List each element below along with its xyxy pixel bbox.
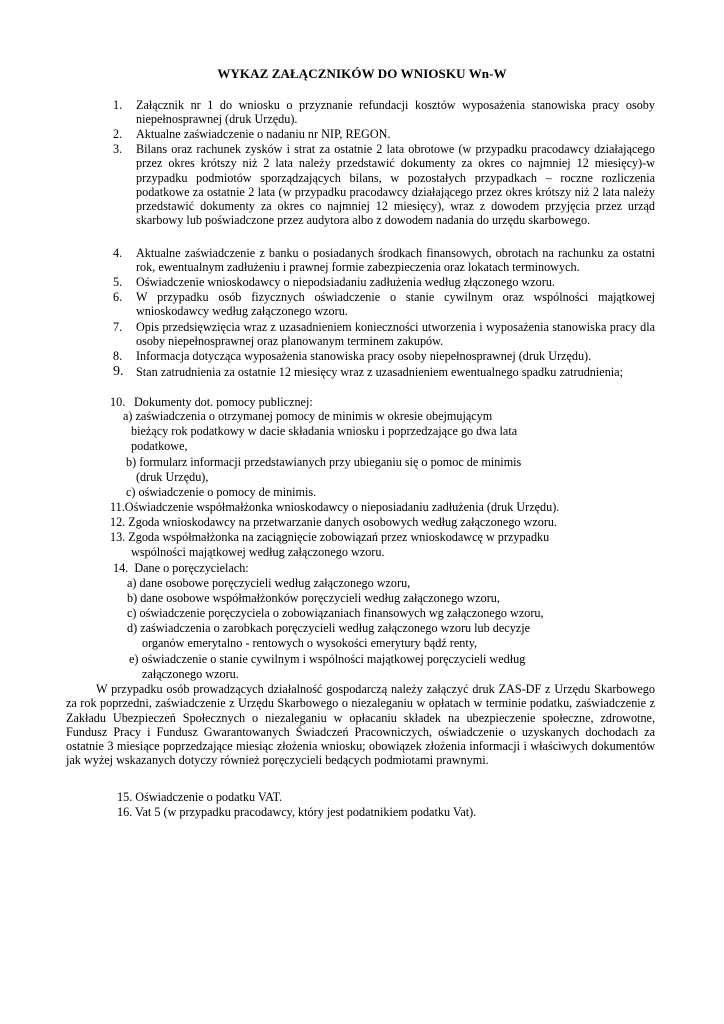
item-text: Opis przedsięwzięcia wraz z uzasadnieniem konieczności utworzenia i wyposażenia stanowiska pracy dla osoby niepełnosprawnej oraz planowanym terminem zakupów. bbox=[136, 320, 655, 349]
item-number: 14. bbox=[113, 561, 129, 575]
sub-item-text: organów emerytalno - rentowych o wysokości emerytury bądź renty, bbox=[142, 636, 478, 650]
list-item bbox=[110, 500, 559, 514]
item-number: 13. bbox=[110, 530, 126, 544]
item-text: Oświadczenie współmałżonka wnioskodawcy o nieposiadaniu zadłużenia (druk Urzędu). bbox=[124, 500, 560, 514]
sub-item-text: bieżący rok podatkowy w dacie składania wniosku i poprzedzające go dwa lata bbox=[131, 424, 518, 438]
list-item bbox=[113, 365, 655, 379]
item-text: wspólności majątkowej według załączonego wzoru. bbox=[131, 545, 385, 559]
item-text: Dane o poręczycielach: bbox=[134, 561, 249, 575]
list-item bbox=[113, 275, 655, 289]
sub-item-text: c) oświadczenie poręczyciela o zobowiązaniach finansowych wg załączonego wzoru, bbox=[127, 606, 544, 620]
item-text: Informacja dotycząca wyposażenia stanowiska pracy osoby niepełnosprawnej (druk Urzędu). bbox=[136, 349, 592, 363]
item-number: 3. bbox=[113, 142, 123, 156]
item-number: 2. bbox=[113, 127, 123, 141]
list-item bbox=[113, 142, 655, 228]
list-item bbox=[113, 349, 655, 363]
list-item bbox=[110, 395, 652, 409]
sub-item-text: (druk Urzędu), bbox=[136, 470, 209, 484]
list-item: 15. Oświadczenie o podatku VAT. bbox=[117, 790, 283, 804]
paragraph-text: W przypadku osób prowadzących działalność gospodarczą należy załączyć druk ZAS-DF z Urzędu Skarbowego za rok poprzedni, zaświadczenie z Urzędu Skarbowego o niezaleganiu w opłatach w terminie podatku, zaświadczenie z Zakładu Ubezpieczeń Społecznych o niezaleganiu w opłacaniu składek na ubezpieczenie społeczne, zdrowotne, Fundusz Pracy i Fundusz Gwarantowanych Świadczeń Pracowniczych, oświadczenie o uzyskanych dochodach za ostatnie 3 miesiące poprzedzające miesiąc złożenia wniosku; obowiązek złożenia informacji i właściwych dokumentów jak wyżej wskazanych dotyczy również poręczycieli bedących podmiotami prawnymi. bbox=[66, 682, 655, 768]
item-number: 7. bbox=[113, 320, 123, 334]
item-text: Stan zatrudnienia za ostatnie 12 miesięcy wraz z uzasadnieniem ewentualnego spadku zatrudnienia; bbox=[136, 365, 623, 379]
item-text: Aktualne zaświadczenie z banku o posiadanych środkach finansowych, obrotach na rachunku za ostatni rok, ewentualnym zadłużeniu i prawnej formie zabezpieczenia oraz lokatach terminowych. bbox=[136, 246, 655, 275]
sub-item-text: d) zaświadczenia o zarobkach poręczycieli według załączonego wzoru lub decyzje bbox=[127, 621, 530, 635]
item-text: Dokumenty dot. pomocy publicznej: bbox=[134, 395, 313, 409]
item-text: W przypadku osób fizycznych oświadczenie o stanie cywilnym oraz wspólności majątkowej wnioskodawcy według załączonego wzoru. bbox=[136, 290, 655, 319]
item-number: 6. bbox=[113, 290, 123, 304]
item-text: Oświadczenie wnioskodawcy o niepodsiadaniu zadłużenia według złączonego wzoru. bbox=[136, 275, 555, 289]
list-item bbox=[110, 515, 557, 529]
list-item bbox=[113, 561, 249, 575]
item-number: 4. bbox=[113, 246, 123, 260]
sub-item-text: podatkowe, bbox=[131, 439, 188, 453]
list-item bbox=[113, 127, 655, 141]
item-number: 10. bbox=[110, 395, 126, 409]
list-item bbox=[113, 98, 655, 127]
list-item bbox=[110, 530, 549, 544]
sub-item-text: załączonego wzoru. bbox=[142, 667, 239, 681]
item-text: Zgoda współmałżonka na zaciągnięcie zobowiązań przez wnioskodawcę w przypadku bbox=[128, 530, 550, 544]
sub-item-text: a) dane osobowe poręczycieli według załączonego wzoru, bbox=[127, 576, 411, 590]
sub-item-text: e) oświadczenie o stanie cywilnym i wspólności majątkowej poręczycieli według bbox=[129, 652, 526, 666]
item-text: Bilans oraz rachunek zysków i strat za ostatnie 2 lata obrotowe (w przypadku pracodawcy działającego przez okres krótszy niż 2 lata należy przedstawić dokumenty za okres co najmniej 12 miesięcy)-w przypadku podmiotów sporządzających bilans, w pozostałych przypadkach – roczne rozliczenia podatkowe za ostatnie 2 lata (w przypadku pracodawcy działającego przez okres krótszy niż 2 lata należy przedstawić dokumenty za okres co najmniej 12 miesięcy), wraz z dowodem przyjęcia przez urząd skarbowy lub poświadczone przez audytora albo z dowodem nadania do urzędu skarbowego. bbox=[136, 142, 655, 228]
item-number: 11. bbox=[110, 500, 125, 514]
document-title: WYKAZ ZAŁĄCZNIKÓW DO WNIOSKU Wn-W bbox=[217, 66, 507, 81]
item-number: 5. bbox=[113, 275, 123, 289]
item-number: 12. bbox=[110, 515, 126, 529]
sub-item-text: c) oświadczenie o pomocy de minimis. bbox=[126, 485, 317, 499]
sub-item-text: b) dane osobowe współmałżonków poręczycieli według załączonego wzoru, bbox=[127, 591, 500, 605]
item-number: 8. bbox=[113, 349, 123, 363]
item-number: 9. bbox=[113, 364, 124, 379]
list-item: 16. Vat 5 (w przypadku pracodawcy, który jest podatnikiem podatku Vat). bbox=[117, 805, 477, 819]
item-text: Zgoda wnioskodawcy na przetwarzanie danych osobowych według załączonego wzoru. bbox=[128, 515, 558, 529]
item-number: 1. bbox=[113, 98, 123, 112]
list-item bbox=[113, 290, 655, 319]
list-item bbox=[113, 320, 655, 349]
sub-item-text: b) formularz informacji przedstawianych przy ubieganiu się o pomoc de minimis bbox=[126, 455, 522, 469]
sub-item-text: a) zaświadczenia o otrzymanej pomocy de minimis w okresie obejmującym bbox=[123, 409, 493, 423]
item-text: Aktualne zaświadczenie o nadaniu nr NIP, REGON. bbox=[136, 127, 391, 141]
item-text: Załącznik nr 1 do wniosku o przyznanie refundacji kosztów wyposażenia stanowiska pracy osoby niepełnosprawnej (druk Urzędu). bbox=[136, 98, 655, 127]
list-item bbox=[113, 246, 655, 275]
